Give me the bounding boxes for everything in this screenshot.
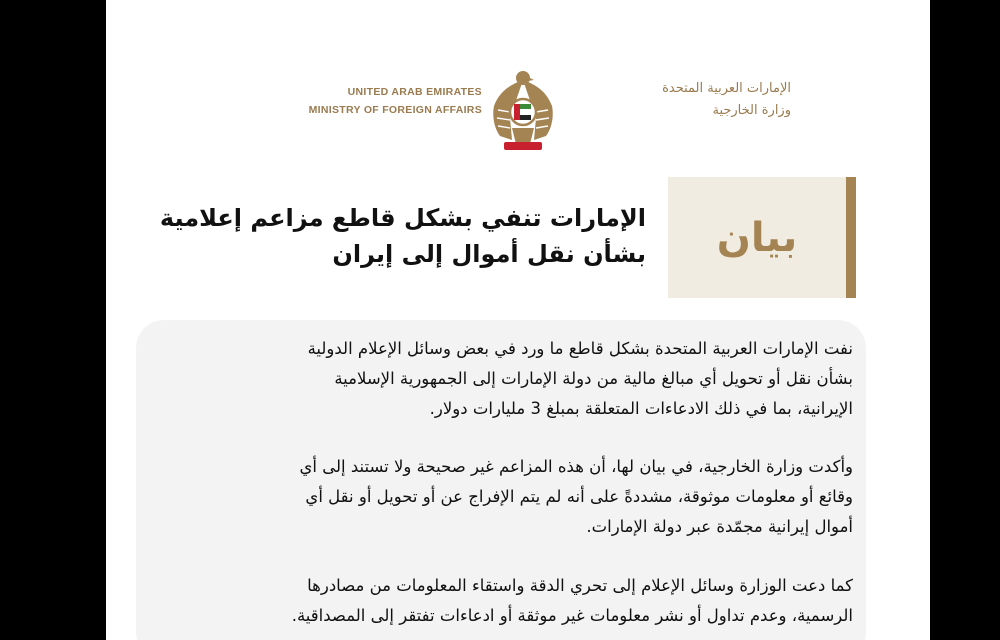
ministry-name-arabic xyxy=(566,78,791,122)
paragraph-line: نفت الإمارات العربية المتحدة بشكل قاطع ما ورد في بعض وسائل الإعلام الدولية xyxy=(307,339,853,358)
paragraph-line: الرسمية، وعدم تداول أو نشر معلومات غير موثقة أو ادعاءات تفتقر إلى المصداقية. xyxy=(291,606,853,625)
ministry-name-en: MINISTRY OF FOREIGN AFFAIRS xyxy=(308,104,482,116)
statement-page xyxy=(106,0,930,640)
statement-headline xyxy=(126,200,646,272)
paragraph-1 xyxy=(161,334,853,424)
paragraph-line: أموال إيرانية مجمّدة عبر دولة الإمارات. xyxy=(586,517,853,536)
paragraph-line: وأكدت وزارة الخارجية، في بيان لها، أن هذه المزاعم غير صحيحة ولا تستند إلى أي xyxy=(299,457,853,476)
ministry-name-english xyxy=(266,83,482,119)
paragraph-line: كما دعت الوزارة وسائل الإعلام إلى تحري الدقة واستقاء المعلومات من مصادرها xyxy=(307,576,853,595)
paragraph-3 xyxy=(161,571,853,631)
paragraph-line: وقائع أو معلومات موثوقة، مشددةً على أنه لم يتم الإفراج عن أو تحويل أو نقل أي xyxy=(305,487,853,506)
uae-falcon-emblem-icon xyxy=(490,66,556,154)
paragraph-line: الإيرانية، بما في ذلك الادعاءات المتعلقة بمبلغ 3 مليارات دولار. xyxy=(429,399,853,418)
paragraph-line: بشأن نقل أو تحويل أي مبالغ مالية من دولة الإمارات إلى الجمهورية الإسلامية xyxy=(334,369,853,388)
paragraph-2 xyxy=(161,452,853,542)
headline-line-1: الإمارات تنفي بشكل قاطع مزاعم إعلامية xyxy=(159,204,646,232)
ministry-name-ar: وزارة الخارجية xyxy=(712,103,791,118)
statement-label-box xyxy=(668,177,856,298)
headline-line-2: بشأن نقل أموال إلى إيران xyxy=(332,240,646,268)
statement-label: بيان xyxy=(716,214,798,261)
country-name-ar: الإمارات العربية المتحدة xyxy=(662,81,791,96)
country-name-en: UNITED ARAB EMIRATES xyxy=(347,86,482,98)
